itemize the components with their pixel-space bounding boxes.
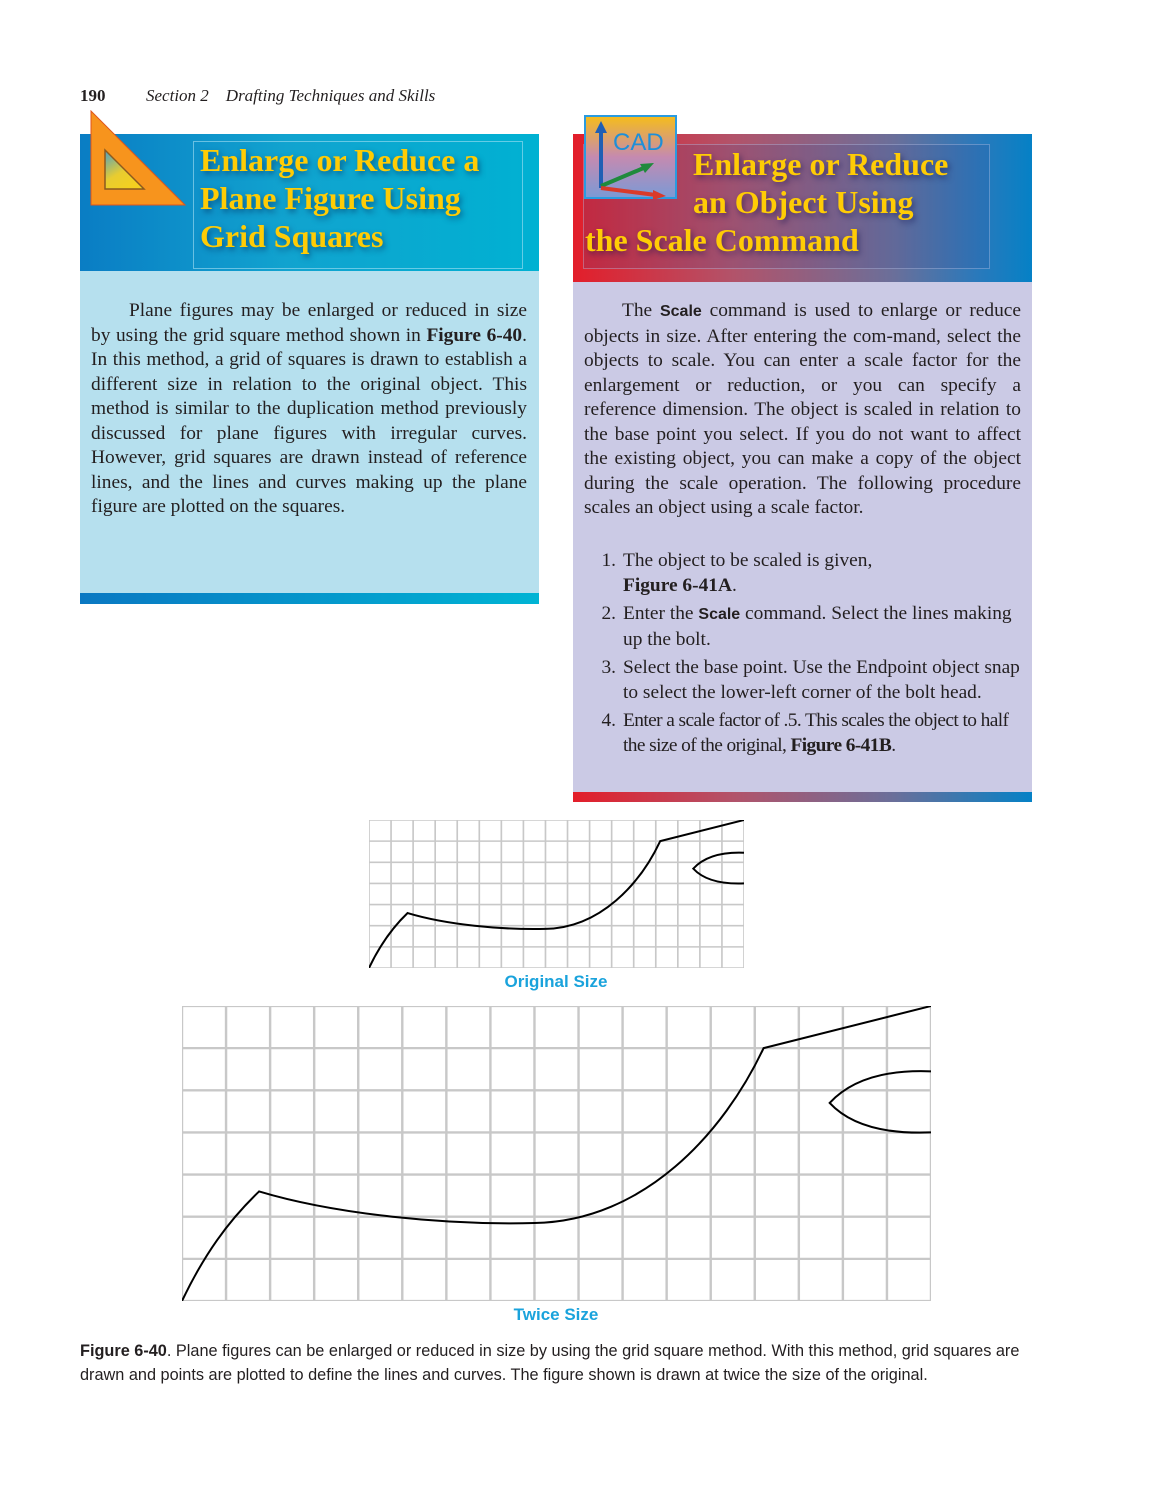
title-line: Grid Squares — [200, 218, 384, 254]
step-4 — [584, 709, 1021, 758]
right-panel-title-line3: the Scale Command — [585, 222, 859, 258]
cad-axes-icon — [584, 115, 677, 199]
step-2 — [584, 602, 1021, 652]
procedure-steps — [584, 549, 1021, 762]
title-line: an Object Using — [693, 184, 914, 220]
twice-size-label: Twice Size — [513, 1305, 599, 1324]
step-number: 4. — [601, 710, 616, 731]
page-number: 190 — [80, 86, 106, 105]
right-panel-paragraph — [584, 299, 1021, 521]
figure-reference: Figure 6-40 — [80, 1342, 167, 1360]
text: . In this method, a grid of squares is drawn to establish a different size in relation to the original object. This method is similar to the duplication method previously discussed for plane figures with irregular curves. However, grid squares are drawn instead of reference lines, and the lines and curves making up the plane figure are plotted on the squares. — [91, 324, 527, 517]
text: The — [622, 300, 660, 321]
caption-text: . Plane figures can be enlarged or reduced in size by using the grid square method. With this method, grid squares are drawn and points are plotted to define the lines and curves. The figure shown is drawn at twice the size of the original. — [80, 1342, 1020, 1384]
command-name: Scale — [659, 303, 702, 320]
figure-caption — [80, 1340, 1040, 1387]
text: command is used to enlarge or reduce objects in size. After entering the com-mand, select the objects to scale. You can enter a scale factor for the enlargement or reduction, or you can specify a reference dimension. The object is scaled in relation to the base point you select. If you do not want to affect the existing object, you can make a copy of the object during the scale operation. The following procedure scales an object using a scale factor. — [584, 300, 1022, 518]
step-3 — [584, 656, 1021, 705]
text: The object to be scaled is given, — [623, 550, 873, 571]
text: . — [891, 734, 896, 756]
step-number: 1. — [601, 550, 616, 571]
drafting-triangle-icon — [90, 110, 186, 206]
right-panel-footer-bar — [573, 792, 1032, 802]
figure-reference: Figure 6-41B — [790, 734, 892, 756]
left-panel-paragraph — [91, 299, 527, 520]
step-number: 2. — [601, 603, 616, 624]
text: . — [731, 574, 737, 596]
original-size-label: Original Size — [504, 972, 608, 991]
command-name: Scale — [698, 606, 741, 623]
text: Enter the — [623, 603, 699, 624]
svg-text:CAD: CAD — [613, 129, 664, 156]
text: Enter a scale factor of .5. This scales the object to half the size of the original, — [623, 710, 1009, 756]
figure-reference: Figure 6-40 — [426, 324, 523, 346]
title-line: Enlarge or Reduce a — [200, 142, 480, 178]
step-text — [623, 549, 1021, 598]
step-1 — [584, 549, 1021, 598]
step-text — [623, 602, 1021, 652]
original-size-grid — [369, 820, 744, 968]
step-text: Select the base point. Use the Endpoint object snap to select the lower-left corner of the bolt head. — [623, 657, 1020, 703]
twice-size-grid — [182, 1006, 931, 1301]
title-line: Plane Figure Using — [200, 180, 461, 216]
title-line: Enlarge or Reduce — [693, 146, 949, 182]
right-panel-title — [693, 145, 948, 221]
running-head: Section 2 Drafting Techniques and Skills — [146, 86, 436, 105]
step-text — [623, 709, 1021, 758]
figure-reference: Figure 6-41A — [623, 574, 732, 596]
text: command. Select the lines making up the bolt. — [623, 603, 1012, 650]
text: Plane figures may be enlarged or reduced in size by using the grid square method shown in — [91, 300, 527, 346]
left-panel-title — [200, 141, 530, 255]
step-number: 3. — [601, 657, 616, 678]
left-panel-footer-bar — [80, 593, 539, 604]
